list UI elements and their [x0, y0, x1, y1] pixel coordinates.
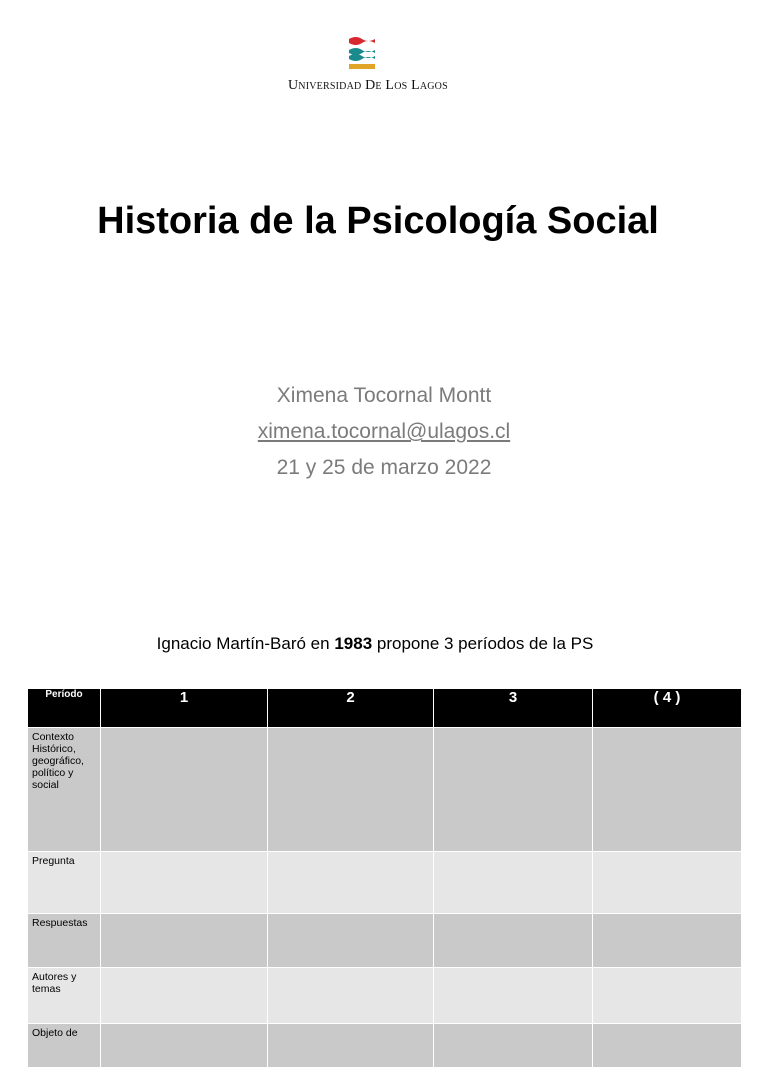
logo-waves-icon — [347, 34, 377, 70]
table-cell — [101, 728, 268, 852]
table-cell — [593, 728, 742, 852]
university-logo — [288, 34, 448, 96]
table-row — [28, 728, 742, 852]
header-period: Período — [28, 689, 101, 728]
caption-text-pre: Ignacio Martín-Baró en — [156, 634, 335, 653]
row-label-answers: Respuestas — [28, 914, 101, 968]
header-col-4: ( 4 ) — [593, 689, 742, 728]
table-cell — [268, 968, 434, 1024]
periods-table — [27, 688, 742, 1068]
table-cell — [101, 1024, 268, 1068]
row-label-question: Pregunta — [28, 852, 101, 914]
table-cell — [434, 914, 593, 968]
table-row — [28, 1024, 742, 1068]
author-email-link[interactable]: ximena.tocornal@ulagos.cl — [257, 420, 511, 443]
table-row — [28, 852, 742, 914]
table-cell — [593, 852, 742, 914]
table-header-row — [28, 689, 742, 728]
row-label-context: Contexto Histórico, geográfico, político y social — [28, 728, 101, 852]
table-cell — [593, 914, 742, 968]
presentation-dates: 21 y 25 de marzo 2022 — [276, 456, 492, 479]
table-row — [28, 968, 742, 1024]
table-cell — [593, 1024, 742, 1068]
table-cell — [268, 1024, 434, 1068]
table-caption — [0, 634, 750, 654]
row-label-object: Objeto de — [28, 1024, 101, 1068]
row-label-authors: Autores y temas — [28, 968, 101, 1024]
caption-year: 1983 — [334, 634, 373, 653]
header-col-1: 1 — [101, 689, 268, 728]
header-col-3: 3 — [434, 689, 593, 728]
table-cell — [434, 728, 593, 852]
logo-wordmark: Universidad De Los Lagos — [288, 78, 448, 93]
author-block — [0, 378, 768, 486]
table-cell — [101, 852, 268, 914]
table-row — [28, 914, 742, 968]
caption-text-post: propone 3 períodos de la PS — [372, 634, 594, 653]
table-cell — [434, 852, 593, 914]
table-cell — [101, 914, 268, 968]
table-cell — [268, 914, 434, 968]
table-cell — [593, 968, 742, 1024]
header-col-2: 2 — [268, 689, 434, 728]
table-cell — [434, 968, 593, 1024]
table-cell — [101, 968, 268, 1024]
page-title: Historia de la Psicología Social — [97, 200, 659, 242]
table-cell — [434, 1024, 593, 1068]
table-cell — [268, 852, 434, 914]
author-name: Ximena Tocornal Montt — [276, 384, 492, 407]
table-cell — [268, 728, 434, 852]
